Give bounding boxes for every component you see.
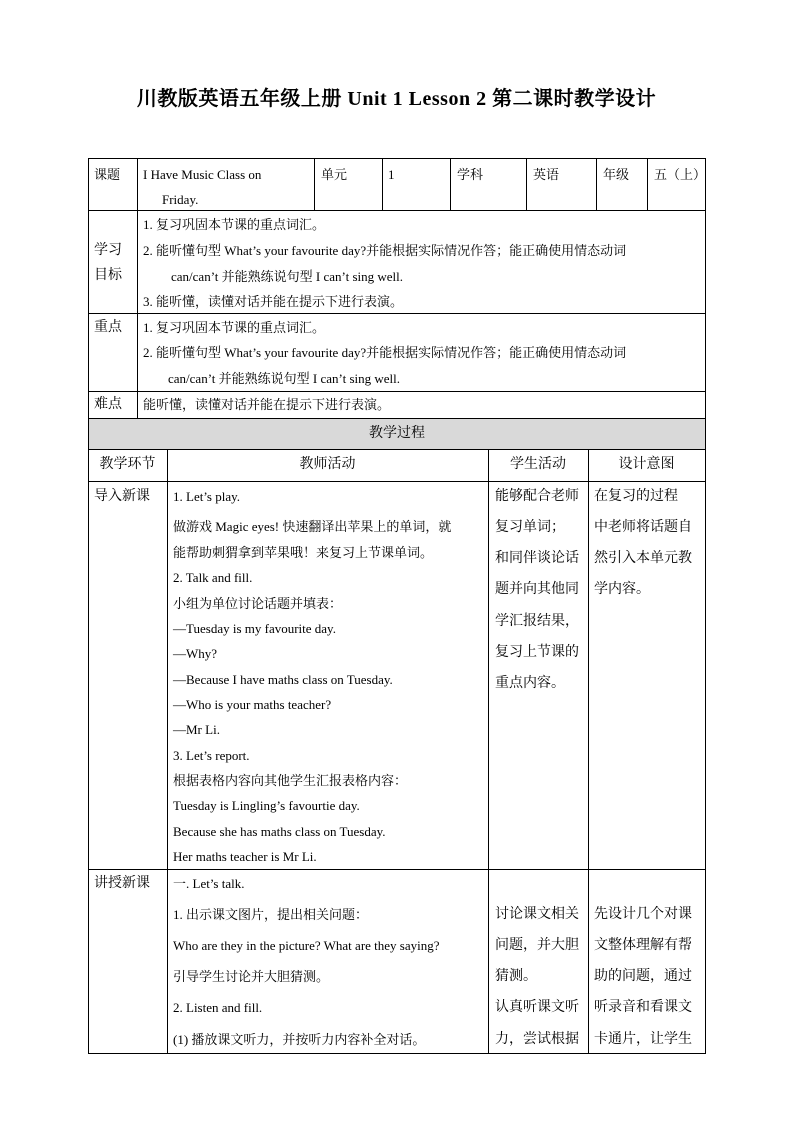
intro-student-line: 学汇报结果，: [495, 614, 579, 629]
intro-teacher-line: 2. Talk and fill.: [173, 570, 253, 585]
intro-purpose-line: 在复习的过程: [594, 489, 678, 504]
topic-value-cont: Friday.: [162, 192, 199, 207]
intro-purpose-line: 然引入本单元教: [594, 551, 692, 566]
col-header-stage: 教学环节: [99, 457, 156, 472]
keypoints-label: 重点: [94, 320, 122, 335]
table-border: [88, 158, 89, 1054]
objectives-label-1: 学习: [94, 243, 122, 258]
unit-label: 单元: [321, 167, 348, 182]
intro-student-line: 重点内容。: [495, 676, 565, 691]
newlesson-teacher-line: 2. Listen and fill.: [173, 1000, 263, 1015]
keypoint-item-1: 1. 复习巩固本节课的重点词汇。: [143, 320, 326, 335]
table-rule: [88, 418, 706, 419]
newlesson-purpose-line: 先设计几个对课: [594, 907, 692, 922]
intro-student-line: 能够配合老师: [495, 489, 579, 504]
intro-stage: 导入新课: [94, 489, 150, 504]
intro-teacher-line: 做游戏 Magic eyes! 快速翻译出苹果上的单词，就: [173, 519, 452, 534]
subject-label: 学科: [457, 167, 484, 182]
col-header-student: 学生活动: [510, 457, 566, 472]
col-header-purpose: 设计意图: [618, 457, 675, 472]
newlesson-student-line: 力，尝试根据: [495, 1032, 579, 1047]
table-rule: [588, 449, 589, 1054]
difficulty-text: 能听懂，读懂对话并能在提示下进行表演。: [143, 397, 391, 412]
newlesson-purpose-line: 卡通片，让学生: [594, 1032, 692, 1047]
intro-student-line: 和同伴谈论话: [495, 551, 579, 566]
intro-teacher-line: —Tuesday is my favourite day.: [173, 621, 336, 636]
objective-item-3: 3. 能听懂，读懂对话并能在提示下进行表演。: [143, 294, 404, 309]
intro-teacher-line: Because she has maths class on Tuesday.: [173, 824, 386, 839]
intro-student-line: 复习上节课的: [495, 645, 579, 660]
table-rule: [526, 158, 527, 210]
table-rule: [88, 313, 706, 314]
intro-teacher-line: Her maths teacher is Mr Li.: [173, 849, 317, 864]
col-header-teacher: 教师活动: [299, 457, 356, 472]
table-rule: [88, 481, 706, 482]
newlesson-purpose-line: 文整体理解有帮: [594, 938, 692, 953]
intro-teacher-line: 能帮助刺猬拿到苹果哦！来复习上节课单词。: [173, 545, 434, 560]
intro-teacher-line: —Mr Li.: [173, 722, 220, 737]
newlesson-purpose-line: 助的问题，通过: [594, 969, 692, 984]
table-rule: [647, 158, 648, 210]
intro-teacher-line: —Why?: [173, 646, 218, 661]
newlesson-teacher-line: 1. 出示课文图片，提出相关问题：: [173, 907, 369, 922]
unit-value: 1: [388, 167, 395, 182]
newlesson-purpose-line: 听录音和看课文: [594, 1000, 692, 1015]
objective-item-2: 2. 能听懂句型 What’s your favourite day?并能根据实际情况作答；能正确使用情态动词: [143, 243, 627, 258]
newlesson-teacher-line: (1) 播放课文听力，并按听力内容补全对话。: [173, 1032, 426, 1047]
process-header: 教学过程: [369, 426, 425, 441]
intro-teacher-line: 根据表格内容向其他学生汇报表格内容：: [173, 773, 408, 788]
grade-value: 五（上）: [654, 167, 707, 182]
intro-teacher-line: Tuesday is Lingling’s favourtie day.: [173, 798, 360, 813]
newlesson-student-line: 问题，并大胆: [495, 938, 579, 953]
intro-student-line: 复习单词；: [495, 520, 565, 535]
page-title: 川教版英语五年级上册 Unit 1 Lesson 2 第二课时教学设计: [136, 88, 657, 110]
keypoint-item-2: 2. 能听懂句型 What’s your favourite day?并能根据实际情况作答；能正确使用情态动词: [143, 345, 627, 360]
newlesson-stage: 讲授新课: [94, 876, 150, 891]
newlesson-teacher-line: Who are they in the picture? What are they saying?: [173, 938, 440, 953]
newlesson-teacher-line: 引导学生讨论并大胆猜测。: [173, 969, 330, 984]
table-rule: [596, 158, 597, 210]
subject-value: 英语: [533, 167, 560, 182]
intro-student-line: 题并向其他同: [495, 582, 579, 597]
table-rule: [137, 158, 138, 418]
table-rule: [88, 391, 706, 392]
intro-teacher-line: 小组为单位讨论话题并填表：: [173, 596, 343, 611]
intro-teacher-line: —Who is your maths teacher?: [173, 697, 332, 712]
table-border: [88, 1053, 706, 1054]
newlesson-student-line: 讨论课文相关: [495, 907, 579, 922]
newlesson-student-line: 认真听课文听: [495, 1000, 579, 1015]
objective-item-1: 1. 复习巩固本节课的重点词汇。: [143, 217, 326, 232]
intro-teacher-line: —Because I have maths class on Tuesday.: [173, 672, 393, 687]
topic-value: I Have Music Class on: [143, 167, 262, 182]
intro-purpose-line: 中老师将话题自: [594, 520, 692, 535]
table-rule: [88, 869, 706, 870]
table-rule: [488, 449, 489, 1054]
difficulty-label: 难点: [94, 397, 122, 412]
intro-teacher-line: 1. Let’s play.: [173, 489, 241, 504]
intro-purpose-line: 学内容。: [594, 582, 650, 597]
newlesson-student-line: 猜测。: [495, 969, 537, 984]
topic-label: 课题: [94, 167, 121, 182]
table-rule: [314, 158, 315, 210]
keypoint-item-2-cont: can/can’t 并能熟练说句型 I can’t sing well.: [168, 371, 401, 386]
table-rule: [167, 449, 168, 1054]
grade-label: 年级: [603, 167, 630, 182]
newlesson-teacher-line: 一. Let’s talk.: [173, 876, 245, 891]
intro-teacher-line: 3. Let’s report.: [173, 748, 250, 763]
table-rule: [88, 210, 706, 211]
table-rule: [450, 158, 451, 210]
table-rule: [88, 449, 706, 450]
table-rule: [382, 158, 383, 210]
table-border: [88, 158, 706, 159]
objectives-label-2: 目标: [94, 268, 122, 283]
table-border: [705, 158, 706, 1054]
objective-item-2-cont: can/can’t 并能熟练说句型 I can’t sing well.: [171, 269, 404, 284]
